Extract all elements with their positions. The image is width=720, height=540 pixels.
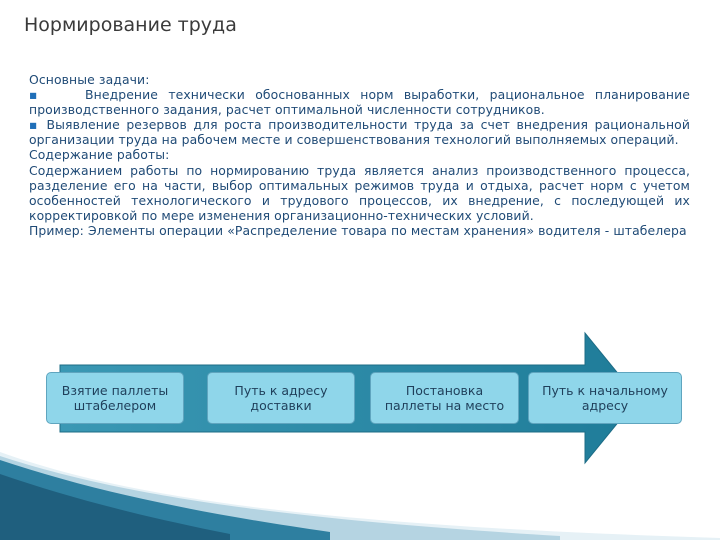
bullet-icon: ▪ <box>29 117 40 133</box>
step-3 <box>370 372 519 424</box>
step-4 <box>528 372 682 424</box>
step-1-label: Взятие паллеты штабелером <box>61 383 169 413</box>
example-text: Пример: Элементы операции «Распределение товара по местам хранения» водителя - штабелера <box>29 222 687 238</box>
step-2-label: Путь к адресу доставки <box>234 383 328 413</box>
content-text: Содержанием работы по нормированию труда является анализ производственного процесса, разделение его на части, выбор оптимальных режимов труда и отдыха, расчет норм с учетом особенностей технологического и трудового процессов, их внедрение, с последующей их корректировкой по мере изменения организационно-технических условий. <box>29 162 690 223</box>
step-3-label: Постановка паллеты на место <box>384 383 505 413</box>
decorative-swoosh <box>0 440 720 540</box>
slide-title: Нормирование труда <box>24 14 237 36</box>
step-4-label: Путь к начальному адресу <box>542 383 668 413</box>
content-heading: Содержание работы: <box>29 147 170 163</box>
step-2 <box>207 372 355 424</box>
tasks-heading: Основные задачи: <box>29 72 150 87</box>
bullet-icon: ▪ <box>29 87 44 103</box>
task-2-text: Выявление резервов для роста производительности труда за счет внедрения рациональной организации труда на рабочем месте и совершенствования технологий выполняемых операций. <box>29 117 690 148</box>
step-1 <box>46 372 184 424</box>
task-1-text: Внедрение технически обоснованных норм выработки, рациональное планирование производственного задания, расчет оптимальной численности сотрудников. <box>29 87 691 118</box>
